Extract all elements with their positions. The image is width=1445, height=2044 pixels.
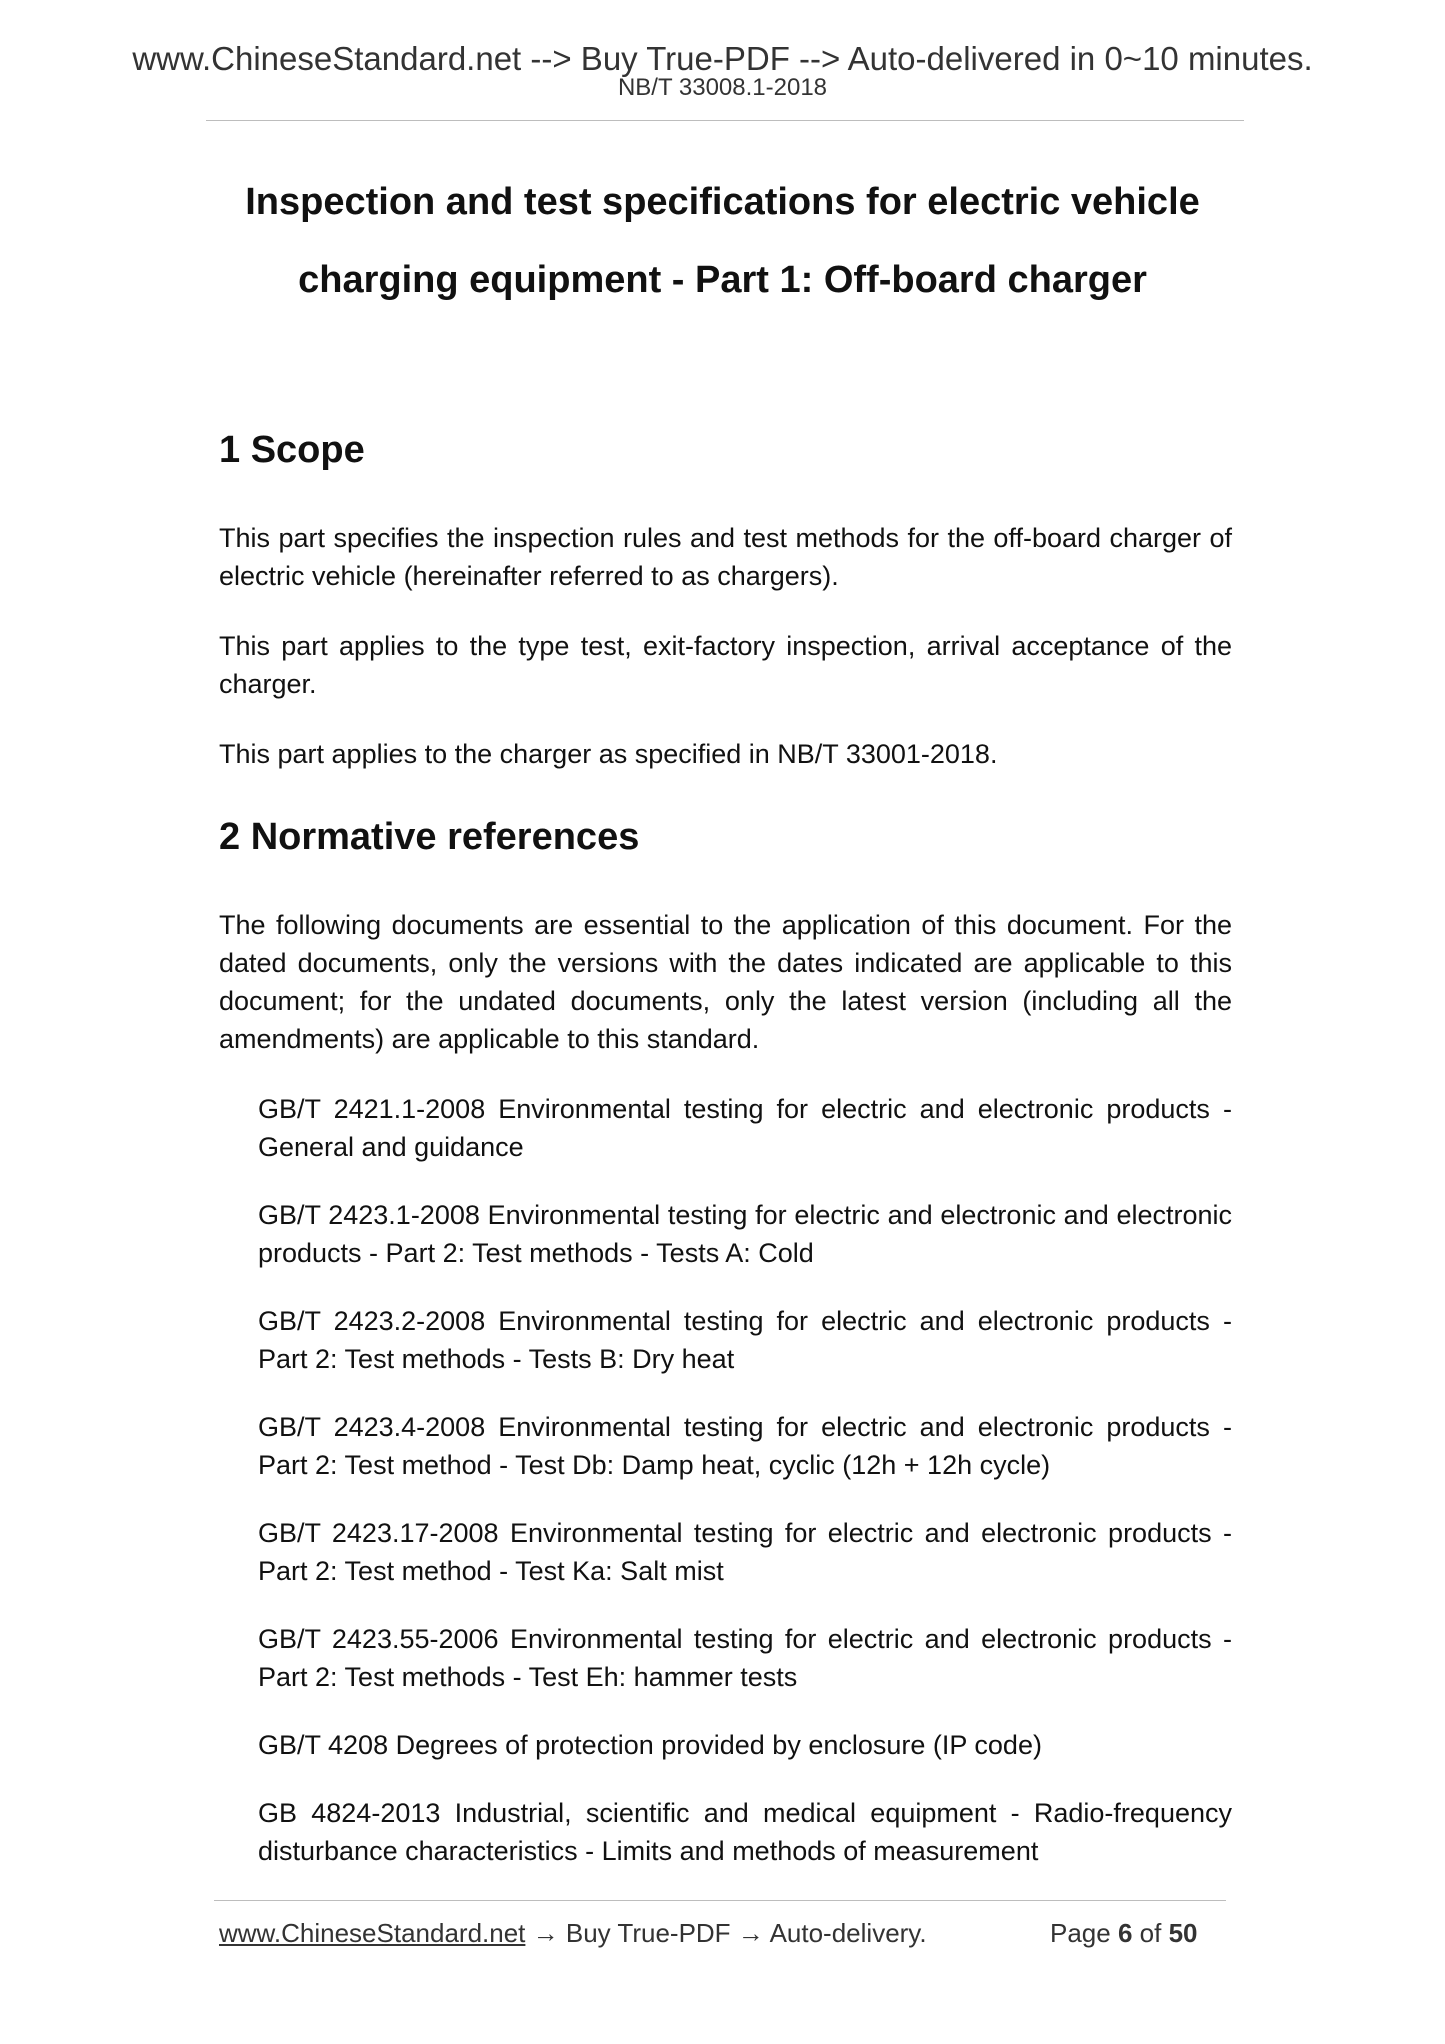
standard-code: NB/T 33008.1-2018: [617, 74, 828, 101]
section-heading-scope: 1 Scope: [219, 429, 365, 471]
footer-left: [219, 1917, 927, 1949]
reference-item: GB/T 2423.2-2008 Environmental testing for electric and electronic products - Part 2: Test methods - Tests B: Dry heat: [258, 1306, 1232, 1374]
references-intro: The following documents are essential to the application of this document. For the dated documents, only the versions with the dates indicated are applicable to this document; for the undated documents, only the latest version (including all the amendments) are applicable to this standard.: [219, 910, 1232, 1054]
page-number: 6: [1117, 1918, 1133, 1948]
reference-item: GB 4824-2013 Industrial, scientific and medical equipment - Radio-frequency disturbance characteristics - Limits and methods of measurement: [258, 1798, 1232, 1866]
page-label: Page: [1050, 1918, 1111, 1948]
reference-item: GB/T 2423.1-2008 Environmental testing for electric and electronic and electronic products - Part 2: Test methods - Tests A: Cold: [258, 1200, 1232, 1268]
page-total: 50: [1168, 1918, 1198, 1948]
scope-paragraph-3: This part applies to the charger as specified in NB/T 33001-2018.: [219, 739, 998, 769]
footer-divider: [214, 1900, 1226, 1901]
header-divider: [206, 120, 1244, 121]
section-heading-normative-references: 2 Normative references: [219, 816, 640, 858]
reference-item: GB/T 2423.4-2008 Environmental testing for electric and electronic products - Part 2: Test method - Test Db: Damp heat, cyclic (12h + 12h cycle): [258, 1412, 1232, 1480]
page-indicator: [1050, 1917, 1198, 1949]
footer-website-link[interactable]: www.ChineseStandard.net: [219, 1918, 526, 1948]
document-title-line-2: charging equipment - Part 1: Off-board charger: [298, 259, 1147, 301]
document-title-line-1: Inspection and test specifications for electric vehicle: [245, 181, 1200, 223]
reference-item: GB/T 2421.1-2008 Environmental testing for electric and electronic products - General and guidance: [258, 1094, 1232, 1162]
reference-item: GB/T 4208 Degrees of protection provided by enclosure (IP code): [258, 1730, 1042, 1760]
scope-paragraph-1: This part specifies the inspection rules and test methods for the off-board charger of electric vehicle (hereinafter referred to as chargers).: [219, 523, 1232, 591]
scope-paragraph-2: This part applies to the type test, exit-factory inspection, arrival acceptance of the charger.: [219, 631, 1232, 699]
document-title: [180, 163, 1265, 319]
of-label: of: [1139, 1918, 1162, 1948]
reference-item: GB/T 2423.55-2006 Environmental testing for electric and electronic products - Part 2: Test methods - Test Eh: hammer tests: [258, 1624, 1232, 1692]
reference-item: GB/T 2423.17-2008 Environmental testing for electric and electronic products - Part 2: Test method - Test Ka: Salt mist: [258, 1518, 1232, 1586]
footer-delivery-text: → Buy True-PDF → Auto-delivery.: [525, 1918, 927, 1948]
header-banner: www.ChineseStandard.net --> Buy True-PDF --> Auto-delivered in 0~10 minutes.: [132, 40, 1313, 77]
